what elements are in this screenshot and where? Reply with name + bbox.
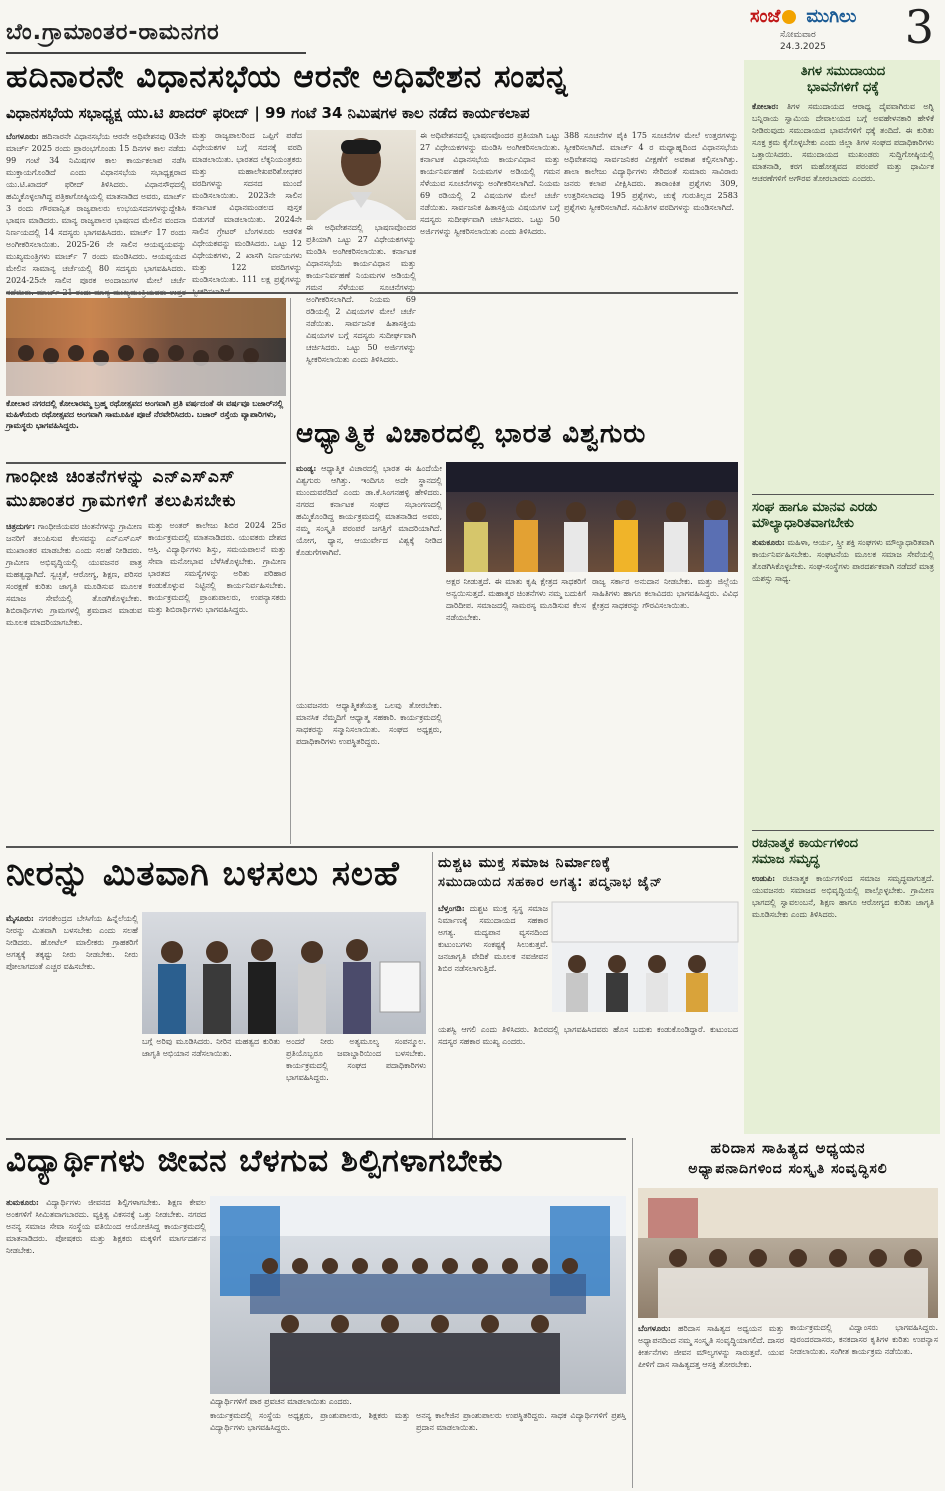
water-headline: ನೀರನ್ನು ಮಿತವಾಗಿ ಬಳಸಲು ಸಲಹೆ xyxy=(6,854,400,894)
crowd-image xyxy=(6,298,286,396)
sidebar-dateline3: ಉಡುಪಿ: xyxy=(752,873,776,883)
sidebar-text1 xyxy=(752,100,934,490)
lead-dateline: ಬೆಂಗಳೂರು: xyxy=(6,131,39,141)
haridasa-col1 xyxy=(638,1322,784,1486)
newspaper-logo xyxy=(750,6,856,27)
sidebar-title2-line1: ಸಂಘ ಹಾಗೂ ಮಾನವ ಎರಡು xyxy=(752,500,878,515)
haridasa-col1-text: ಹರಿದಾಸ ಸಾಹಿತ್ಯದ ಅಧ್ಯಯನ ಮತ್ತು ಅಧ್ಯಾಪನದಿಂದ ನಮ್ಮ ಸಂಸ್ಕೃತಿ ಸಂವೃದ್ಧಿಯಾಗಲಿದೆ. ದಾಸರ ಕೀರ್ತನೆಗಳು ಜೀವನ ಮೌಲ್ಯಗಳನ್ನು ಸಾರುತ್ತವೆ. ಯುವ ಪೀಳಿಗೆ ದಾಸ ಸಾಹಿತ್ಯದತ್ತ ಆಸಕ್ತಿ ತೋರಬೇಕು. xyxy=(638,1324,784,1369)
sidebar-text3 xyxy=(752,872,934,1128)
jain-headline-1: ದುಶ್ಚಟ ಮುಕ್ತ ಸಮಾಜ ನಿರ್ಮಾಣಕ್ಕೆ xyxy=(438,855,612,871)
brand-part2: ಮುಗಿಲು xyxy=(806,6,857,27)
column-rule xyxy=(432,852,433,1138)
page-number: 3 xyxy=(904,0,934,54)
award-ceremony-image xyxy=(446,462,738,572)
water-photo xyxy=(142,912,426,1034)
divider xyxy=(6,292,738,294)
water-col1 xyxy=(6,912,138,1134)
divider xyxy=(6,846,738,848)
jain-photo xyxy=(552,902,738,1012)
students-col1-text: ವಿದ್ಯಾರ್ಥಿಗಳು ಜೀವನದ ಶಿಲ್ಪಿಗಳಾಗಬೇಕು. ಶಿಕ್ಷಣ ಕೇವಲ ಅಂಕಗಳಿಗೆ ಸೀಮಿತವಾಗಬಾರದು. ವ್ಯಕ್ತಿತ್ವ ವಿಕಸನಕ್ಕೆ ಒತ್ತು ನೀಡಬೇಕು. ನಗರದ ಅನನ್ಯ ಸಮಾಜ ಸೇವಾ ಸಂಸ್ಥೆಯ ವತಿಯಿಂದ ಆಯೋಜಿಸಿದ್ದ ಕಾರ್ಯಕ್ರಮದಲ್ಲಿ ಮಾತನಾಡಿದರು. ಪೋಷಕರು ಮತ್ತು ಶಿಕ್ಷಕರು ಮಕ್ಕಳಿಗೆ ಮಾರ್ಗದರ್ಶನ ನೀಡಬೇಕು. xyxy=(6,1198,206,1255)
gandhi-col1-text: ಗಾಂಧೀಜಿಯವರ ಚಿಂತನೆಗಳನ್ನು ಗ್ರಾಮೀಣ ಜನರಿಗೆ ತಲುಪಿಸುವ ಕೆಲಸವನ್ನು ಎನ್‌ಎಸ್‌ಎಸ್ ಮುಖಾಂತರ ಮಾಡಬೇಕು ಎಂದು ಸಲಹೆ ನೀಡಿದರು. ಗ್ರಾಮೀಣ ಅಭಿವೃದ್ಧಿಯಲ್ಲಿ ಯುವಜನರ ಪಾತ್ರ ಮಹತ್ವದ್ದಾಗಿದೆ. ಸ್ವಚ್ಛತೆ, ಆರೋಗ್ಯ, ಶಿಕ್ಷಣ, ಪರಿಸರ ಸಂರಕ್ಷಣೆ ಕುರಿತು ಜಾಗೃತಿ ಮೂಡಿಸುವ ಮೂಲಕ ಸಮಾಜ ಸೇವೆಯಲ್ಲಿ ತೊಡಗಿಕೊಳ್ಳಬೇಕು. ಶಿಬಿರಾರ್ಥಿಗಳು ಗ್ರಾಮಗಳಲ್ಲಿ ಶ್ರಮದಾನ ಮಾಡುವ ಮೂಲಕ ಮಾದರಿಯಾಗಬೇಕು. xyxy=(6,522,143,627)
lead-col4: 388 ಸೂಚನೆಗಳ ಪೈಕಿ 175 ಸೂಚನೆಗಳ ಮೇಲೆ ಉತ್ತರಗಳನ್ನು ಸ್ವೀಕರಿಸಲಾಗಿದೆ. ಮಾರ್ಚ್ 4 ರ ಮಧ್ಯಾಹ್ನದಿಂದ ವಿಧಾನಸಭೆಯ ಅಧಿವೇಶನವು ಸಾರ್ವಜನಿಕರ ವೀಕ್ಷಣೆಗೆ ಅವಕಾಶ ಕಲ್ಪಿಸಲಾಗಿತ್ತು. ಶಾಲಾ ಕಾಲೇಜು ವಿದ್ಯಾರ್ಥಿಗಳು ಸೇರಿದಂತೆ ಸುಮಾರು ಸಾವಿರಾರು ಜನರು ಕಲಾಪ ವೀಕ್ಷಿಸಿದರು. ತಾರಾಂಕಿತ ಪ್ರಶ್ನೆಗಳು 309, ಉತ್ತರಿಸಲಾದವು 195 ಪ್ರಶ್ನೆಗಳು, ಚುಕ್ಕೆ ಗುರುತಿಲ್ಲದ 2583 ಪ್ರಶ್ನೆಗಳು ಸ್ವೀಕರಿಸಲಾಗಿದೆ. ಸಮಿತಿಗಳ ವರದಿಗಳನ್ನು ಮಂಡಿಸಲಾಗಿದೆ. xyxy=(564,131,738,212)
haridasa-headline-2: ಅಧ್ಯಾಪನಾದಿಗಳಿಂದ ಸಂಸ್ಕೃತಿ ಸಂವೃದ್ಧಿಸಲಿ xyxy=(688,1161,888,1177)
lead-col3: ಈ ಅಧಿವೇಶನದಲ್ಲಿ ಭಾಷಣವೊಂದರ ಪ್ರತಿಯಾಗಿ ಒಟ್ಟು 27 ವಿಧೇಯಕಗಳನ್ನು ಮಂಡಿಸಿ ಅಂಗೀಕರಿಸಲಾಯಿತು. ಕರ್ನಾಟಕ ವಿಧಾನಸಭೆಯ ಕಾರ್ಯವಿಧಾನ ಮತ್ತು ಕಾರ್ಯನಿರ್ವಹಣೆ ನಿಯಮಗಳ ಅಡಿಯಲ್ಲಿ ಗಮನ ಸೆಳೆಯುವ ಸೂಚನೆಗಳನ್ನು ಅಂಗೀಕರಿಸಲಾಗಿದೆ. ನಿಯಮ 69 ರಡಿಯಲ್ಲಿ 2 ವಿಷಯಗಳ ಮೇಲೆ ಚರ್ಚೆ ನಡೆಯಿತು. ಸಾರ್ವಜನಿಕ ಹಿತಾಸಕ್ತಿಯ ವಿಷಯಗಳ ಬಗ್ಗೆ ಸದಸ್ಯರು ಸುದೀರ್ಘವಾಗಿ ಚರ್ಚಿಸಿದರು. ಒಟ್ಟು 50 ಅರ್ಜಿಗಳನ್ನು ಸ್ವೀಕರಿಸಲಾಯಿತು ಎಂದು ತಿಳಿಸಿದರು. xyxy=(420,131,560,236)
jain-col2: ಯಶಸ್ವಿ ಆಗಲಿ ಎಂದು ತಿಳಿಸಿದರು. ಶಿಬಿರದಲ್ಲಿ ಭಾಗವಹಿಸಿದವರು ಹೊಸ ಬದುಕು ಕಂಡುಕೊಂಡಿದ್ದಾರೆ. ಕುಟುಂಬದ ಸದಸ್ಯರ ಸಹಕಾರ ಮುಖ್ಯ ಎಂದರು. xyxy=(438,1025,738,1046)
sun-icon xyxy=(782,10,796,24)
gandhi-dateline: ಚಿತ್ರದುರ್ಗ: xyxy=(6,521,36,531)
group-photo-image xyxy=(210,1196,626,1394)
water-col3: ಅಂದರೆ ನೀರು ಅತ್ಯಮೂಲ್ಯ ಸಂಪನ್ಮೂಲ. ಪ್ರತಿಯೊಬ್ಬರೂ ಜವಾಬ್ದಾರಿಯಿಂದ ಬಳಸಬೇಕು. ಕಾರ್ಯಕ್ರಮದಲ್ಲಿ ಸಂಘದ ಪದಾಧಿಕಾರಿಗಳು ಭಾಗವಹಿಸಿದ್ದರು. xyxy=(286,1037,426,1082)
jain-col1 xyxy=(438,902,548,1022)
spiritual-headline: ಆಧ್ಯಾತ್ಮಿಕ ವಿಚಾರದಲ್ಲಿ ಭಾರತ ವಿಶ್ವಗುರು xyxy=(296,419,647,449)
divider xyxy=(6,1138,626,1140)
sidebar-text2-body: ಮಹಿಳಾ, ಆರ್ಯ, ಸ್ತ್ರೀ ಶಕ್ತಿ ಸಂಘಗಳು ಮೌಲ್ಯಾಧಾರಿತವಾಗಿ ಕಾರ್ಯನಿರ್ವಹಿಸಬೇಕು. ಸಂಘಟನೆಯ ಮೂಲಕ ಸಮಾಜ ಸೇವೆಯಲ್ಲಿ ತೊಡಗಿಸಿಕೊಳ್ಳಬೇಕು. ಸಂಘ-ಸಂಸ್ಥೆಗಳು ಪಾರದರ್ಶಕವಾಗಿ ನಡೆದರೆ ಮಾತ್ರ ಯಶಸ್ಸು ಸಾಧ್ಯ. xyxy=(752,538,934,583)
students-photo xyxy=(210,1196,626,1394)
students-col2: ಕಾರ್ಯಕ್ರಮದಲ್ಲಿ ಸಂಸ್ಥೆಯ ಅಧ್ಯಕ್ಷರು, ಪ್ರಾಂಶುಪಾಲರು, ಶಿಕ್ಷಕರು ಮತ್ತು ವಿದ್ಯಾರ್ಥಿಗಳು ಭಾಗವಹಿಸಿದ್ದರು. xyxy=(210,1411,410,1432)
sidebar-text3-body: ರಚನಾತ್ಮಕ ಕಾರ್ಯಗಳಿಂದ ಸಮಾಜ ಸಮೃದ್ಧವಾಗುತ್ತದೆ. ಯುವಜನರು ಸಮಾಜದ ಅಭಿವೃದ್ಧಿಯಲ್ಲಿ ಪಾಲ್ಗೊಳ್ಳಬೇಕು. ಗ್ರಾಮೀಣ ಭಾಗದಲ್ಲಿ ಸ್ವಾವಲಂಬನೆ, ಶಿಕ್ಷಣ ಹಾಗೂ ಆರೋಗ್ಯದ ಕುರಿತು ಜಾಗೃತಿ ಮೂಡಿಸಬೇಕು ಎಂದು ತಿಳಿಸಿದರು. xyxy=(752,874,934,919)
gandhi-headline-2: ಮುಖಾಂತರ ಗ್ರಾಮಗಳಿಗೆ ತಲುಪಿಸಬೇಕು xyxy=(6,491,237,511)
divider xyxy=(752,494,934,495)
spiritual-col3: ಅಕ್ಷರ ನೀಡುತ್ತದೆ. ಈ ಮಾತು ಕೃಷಿ ಕ್ಷೇತ್ರದ ಸಾಧಕರಿಗೆ ಅನ್ವಯಿಸುತ್ತದೆ. ಮಹಾತ್ಮರ ಚಿಂತನೆಗಳು ನಮ್ಮ ಬದುಕಿಗೆ ದಾರಿದೀಪ. ಸಮಾಜದಲ್ಲಿ ಸಾಮರಸ್ಯ ಮೂಡಿಸುವ ಕೆಲಸ ನಡೆಯಬೇಕು. xyxy=(446,577,586,622)
sidebar-text2 xyxy=(752,536,934,826)
haridasa-headline-1: ಹರಿದಾಸ ಸಾಹಿತ್ಯದ ಅಧ್ಯಯನ xyxy=(710,1139,866,1157)
divider xyxy=(752,830,934,831)
jain-col1-text: ದುಶ್ಚಟ ಮುಕ್ತ ಸ್ವಸ್ಥ ಸಮಾಜ ನಿರ್ಮಾಣಕ್ಕೆ ಸಮುದಾಯದ ಸಹಕಾರ ಅಗತ್ಯ. ಮದ್ಯಪಾನ ವ್ಯಸನದಿಂದ ಕುಟುಂಬಗಳು ಸಂಕಷ್ಟಕ್ಕೆ ಸಿಲುಕುತ್ತವೆ. ಜನಜಾಗೃತಿ ವೇದಿಕೆ ಮೂಲಕ ನವಜೀವನ ಶಿಬಿರ ನಡೆಸಲಾಗುತ್ತಿದೆ. xyxy=(438,904,548,973)
students-dateline: ತುಮಕೂರು: xyxy=(6,1197,39,1207)
section-title: ಬೆಂ.ಗ್ರಾಮಾಂತರ-ರಾಮನಗರ xyxy=(6,20,306,54)
gandhi-headline-1: ಗಾಂಧೀಜಿ ಚಿಂತನೆಗಳನ್ನು ಎನ್‌ಎಸ್‌ಎಸ್ xyxy=(6,467,236,487)
lead-col2: ಮತ್ತು ರಾಜ್ಯಪಾಲರಿಂದ ಒಪ್ಪಿಗೆ ಪಡೆದ ವಿಧೇಯಕಗಳ ಬಗ್ಗೆ ಸದನಕ್ಕೆ ವರದಿ ಮಾಡಲಾಯಿತು. ಭಾರತದ ಲೆಕ್ಕನಿಯಂತ್ರಕರು ಮತ್ತು ಮಹಾಲೇಖಪರಿಶೋಧಕರ ವರದಿಗಳನ್ನು ಸದನದ ಮುಂದೆ ಮಂಡಿಸಲಾಯಿತು. 2023ನೇ ಸಾಲಿನ ಕರ್ನಾಟಕ ವಿಧಾನಮಂಡಲದ ಪುಸ್ತಕ ಬಿಡುಗಡೆ ಮಾಡಲಾಯಿತು. 2024ನೇ ಸಾಲಿನ ಗ್ರೇಟರ್ ಬೆಂಗಳೂರು ಆಡಳಿತ ವಿಧೇಯಕವನ್ನು ಮಂಡಿಸಿದರು. ಒಟ್ಟು 12 ವಿಧೇಯಕಗಳು, 2 ಖಾಸಗಿ ನಿರ್ಣಯಗಳು ಮತ್ತು 122 ವರದಿಗಳನ್ನು ಮಂಡಿಸಲಾಯಿತು. 111 ಲಕ್ಷ ಪ್ರಶ್ನೆಗಳನ್ನು xyxy=(192,131,302,284)
haridasa-photo xyxy=(638,1188,938,1318)
sidebar-title3-line2: ಸಮಾಜ ಸಮೃದ್ಧ xyxy=(752,852,820,867)
water-dateline: ಮೈಸೂರು: xyxy=(6,913,34,923)
brand-part1: ಸಂಜೆ xyxy=(750,6,781,27)
sidebar-title1-line2: ಭಾವನೆಗಳಿಗೆ ಧಕ್ಕೆ xyxy=(807,80,879,95)
column-rule xyxy=(290,298,291,844)
lead-col2b: ಈ ಅಧಿವೇಶನದಲ್ಲಿ ಭಾಷಣವೊಂದರ ಪ್ರತಿಯಾಗಿ ಒಟ್ಟು 27 ವಿಧೇಯಕಗಳನ್ನು ಮಂಡಿಸಿ ಅಂಗೀಕರಿಸಲಾಯಿತು. ಕರ್ನಾಟಕ ವಿಧಾನಸಭೆಯ ಕಾರ್ಯವಿಧಾನ ಮತ್ತು ಕಾರ್ಯನಿರ್ವಹಣೆ ನಿಯಮಗಳ ಅಡಿಯಲ್ಲಿ ಗಮನ ಸೆಳೆಯುವ ಸೂಚನೆಗಳನ್ನು ಅಂಗೀಕರಿಸಲಾಗಿದೆ. ನಿಯಮ 69 ರಡಿಯಲ್ಲಿ 2 ವಿಷಯಗಳ ಮೇಲೆ ಚರ್ಚೆ ನಡೆಯಿತು. ಸಾರ್ವಜನಿಕ ಹಿತಾಸಕ್ತಿಯ ವಿಷಯಗಳ ಬಗ್ಗೆ ಸದಸ್ಯರು ಸುದೀರ್ಘವಾಗಿ ಚರ್ಚಿಸಿದರು. ಒಟ್ಟು 50 ಅರ್ಜಿಗಳನ್ನು ಸ್ವೀಕರಿಸಲಾಯಿತು ಎಂದು ತಿಳಿಸಿದರು. xyxy=(306,223,416,364)
sidebar-dateline2: ತುಮಕೂರು: xyxy=(752,537,785,547)
haridasa-col2: ಕಾರ್ಯಕ್ರಮದಲ್ಲಿ ವಿದ್ವಾಂಸರು ಭಾಗವಹಿಸಿದ್ದರು. ಪುರಂದರದಾಸರು, ಕನಕದಾಸರ ಕೃತಿಗಳ ಕುರಿತು ಉಪನ್ಯಾಸ ನೀಡಲಾಯಿತು. ಸಂಗೀತ ಕಾರ್ಯಕ್ರಮ ನಡೆಯಿತು. xyxy=(790,1323,938,1356)
spiritual-dateline: ಮಂಡ್ಯ: xyxy=(296,463,317,473)
water-col2: ಬಗ್ಗೆ ಅರಿವು ಮೂಡಿಸಿದರು. ನೀರಿನ ಮಹತ್ವದ ಕುರಿತು ಜಾಗೃತಿ ಅಭಿಯಾನ ನಡೆಸಲಾಯಿತು. xyxy=(142,1037,280,1058)
lead-subhead: ವಿಧಾನಸಭೆಯ ಸಭಾಧ್ಯಕ್ಷ ಯು.ಟಿ ಖಾದರ್ ಫರೀದ್ | 99 ಗಂಟೆ 34 ನಿಮಿಷಗಳ ಕಾಲ ನಡೆದ ಕಾರ್ಯಕಲಾಪ xyxy=(6,104,530,122)
column-rule xyxy=(632,1138,633,1488)
award-photo xyxy=(446,462,738,572)
spiritual-col1-text: ಆಧ್ಯಾತ್ಮಿಕ ವಿಚಾರದಲ್ಲಿ ಭಾರತ ಈ ಹಿಂದೆಯೇ ವಿಶ್ವಗುರು ಆಗಿತ್ತು. ಇಂದಿಗೂ ಅದೇ ಸ್ಥಾನದಲ್ಲಿ ಮುಂದುವರೆದಿದೆ ಎಂದು ಡಾ.ಕೆ.ಸಿಂಗನಹಳ್ಳಿ ಹೇಳಿದರು. ನಗರದ ಕರ್ನಾಟಕ ಸಂಘದ ಸಭಾಂಗಣದಲ್ಲಿ ಹಮ್ಮಿಕೊಂಡಿದ್ದ ಕಾರ್ಯಕ್ರಮದಲ್ಲಿ ಮಾತನಾಡಿದ ಅವರು, ನಮ್ಮ ಸಂಸ್ಕೃತಿ ಪರಂಪರೆ ಜಗತ್ತಿಗೆ ಮಾದರಿಯಾಗಿದೆ. ಯೋಗ, ಧ್ಯಾನ, ಆಯುರ್ವೇದ ವಿಶ್ವಕ್ಕೆ ನೀಡಿದ ಕೊಡುಗೆಗಳಾಗಿವೆ. xyxy=(296,464,442,557)
sidebar-title3-line1: ರಚನಾತ್ಮಕ ಕಾರ್ಯಗಳಿಂದ xyxy=(752,836,858,851)
gandhi-col2: ಮತ್ತು ಅಂತರ್ ಕಾಲೇಜು ಶಿಬಿರ 2024 25ರ ಕಾರ್ಯಕ್ರಮದಲ್ಲಿ ಮಾತನಾಡಿದರು. ಯುವಕರು ದೇಶದ ಆಸ್ತಿ. ವಿದ್ಯಾರ್ಥಿಗಳು ಶಿಸ್ತು, ಸಮಯಪಾಲನೆ ಮತ್ತು ಸೇವಾ ಮನೋಭಾವ ಬೆಳೆಸಿಕೊಳ್ಳಬೇಕು. ಗ್ರಾಮೀಣ ಭಾರತದ ಸಮಸ್ಯೆಗಳನ್ನು ಅರಿತು ಪರಿಹಾರ ಕಂಡುಕೊಳ್ಳುವ ನಿಟ್ಟಿನಲ್ಲಿ ಕಾರ್ಯನಿರ್ವಹಿಸಬೇಕು. ಕಾರ್ಯಕ್ರಮದಲ್ಲಿ ಪ್ರಾಂಶುಪಾಲರು, ಉಪನ್ಯಾಸಕರು ಮತ್ತು ಶಿಬಿರಾರ್ಥಿಗಳು ಭಾಗವಹಿಸಿದ್ದರು. xyxy=(148,521,286,614)
lead-headline: ಹದಿನಾರನೇ ವಿಧಾನಸಭೆಯ ಆರನೇ ಅಧಿವೇಶನ ಸಂಪನ್ನ xyxy=(6,59,569,95)
sidebar-text1-body: ತಿಗಳ ಸಮುದಾಯದ ಆರಾಧ್ಯ ದೈವವಾಗಿರುವ ಅಗ್ನಿ ಬನ್ನಿರಾಯ ಸ್ವಾಮಿಯ ದೇವಾಲಯದ ಬಗ್ಗೆ ಅವಹೇಳನಕಾರಿ ಹೇಳಿಕೆ ನೀಡಿರುವುದು ಸಮುದಾಯದ ಭಾವನೆಗಳಿಗೆ ಧಕ್ಕೆ ತಂದಿದೆ. ಈ ಕುರಿತು ಸೂಕ್ತ ಕ್ರಮ ಕೈಗೊಳ್ಳಬೇಕು ಎಂದು ಜಿಲ್ಲಾ ತಿಗಳ ಸಂಘದ ಪದಾಧಿಕಾರಿಗಳು ಒತ್ತಾಯಿಸಿದರು. ಸಮುದಾಯದ ಮುಖಂಡರು ಸುದ್ದಿಗೋಷ್ಠಿಯಲ್ಲಿ ಮಾತನಾಡಿ, ಕರಗ ಮಹೋತ್ಸವದ ಪರಂಪರೆ ಮತ್ತು ಧಾರ್ಮಿಕ ಆಚರಣೆಗಳಿಗೆ ಅಗೌರವ ತೋರಬಾರದು ಎಂದರು. xyxy=(752,102,934,183)
gandhi-col1 xyxy=(6,520,142,840)
sidebar-title2-line2: ಮೌಲ್ಯಾಧಾರಿತವಾಗಬೇಕು xyxy=(752,516,854,531)
students-col3: ಅನನ್ಯ ಕಾಲೇಜಿನ ಪ್ರಾಂಶುಪಾಲರು ಉಪಸ್ಥಿತರಿದ್ದರು. ಸಾಧಕ ವಿದ್ಯಾರ್ಥಿಗಳಿಗೆ ಪ್ರಶಸ್ತಿ ಪ್ರದಾನ ಮಾಡಲಾಯಿತು. xyxy=(416,1411,626,1432)
spiritual-col2: ಯುವಜನರು ಆಧ್ಯಾತ್ಮಿಕತೆಯತ್ತ ಒಲವು ತೋರಬೇಕು. ಮಾನಸಿಕ ನೆಮ್ಮದಿಗೆ ಆಧ್ಯಾತ್ಮ ಸಹಕಾರಿ. ಕಾರ್ಯಕ್ರಮದಲ್ಲಿ ಸಾಧಕರನ್ನು ಸನ್ಮಾನಿಸಲಾಯಿತು. ಸಂಘದ ಅಧ್ಯಕ್ಷರು, ಪದಾಧಿಕಾರಿಗಳು ಉಪಸ್ಥಿತರಿದ್ದರು. xyxy=(296,701,442,746)
spiritual-col4: ರಾಜ್ಯ ಸರ್ಕಾರ ಅನುದಾನ ನೀಡಬೇಕು. ಮತ್ತು ಜಿಲ್ಲೆಯ ಸಾಹಿತಿಗಳು ಹಾಗೂ ಕಲಾವಿದರು ಭಾಗವಹಿಸಿದ್ದರು. ವಿವಿಧ ಕ್ಷೇತ್ರದ ಸಾಧಕರನ್ನು ಗೌರವಿಸಲಾಯಿತು. xyxy=(592,577,738,610)
jain-headline-2: ಸಮುದಾಯದ ಸಹಕಾರ ಅಗತ್ಯ: ಪದ್ಮನಾಭ ಜೈನ್ xyxy=(438,875,663,890)
lead-col1-text: ಹದಿನಾರನೇ ವಿಧಾನಸಭೆಯ ಆರನೇ ಅಧಿವೇಶನವು 03ನೇ ಮಾರ್ಚ್ 2025 ರಂದು ಪ್ರಾರಂಭಗೊಂಡು 15 ದಿನಗಳ ಕಾಲ ನಡೆದು 99 ಗಂಟೆ 34 ನಿಮಿಷಗಳ ಕಾಲ ಕಾರ್ಯಕಲಾಪ ನಡೆಸಿ ಮುಕ್ತಾಯಗೊಂಡಿದೆ ಎಂದು ವಿಧಾನಸಭೆಯ ಸಭಾಧ್ಯಕ್ಷರಾದ ಯು.ಟಿ.ಖಾದರ್ ಫರೀದ್ ತಿಳಿಸಿದರು. ವಿಧಾನಸೌಧದಲ್ಲಿ ಹಮ್ಮಿಕೊಳ್ಳಲಾಗಿದ್ದ ಪತ್ರಿಕಾಗೋಷ್ಠಿಯಲ್ಲಿ ಮಾತನಾಡಿದ ಅವರು, ಮಾರ್ಚ್ 3 ರಂದು ಗೌರವಾನ್ವಿತ ರಾಜ್ಯಪಾಲರು ಉಭಯಸದನಗಳನ್ನುದ್ದೇಶಿಸಿ ಭಾಷಣ ಮಾಡಿದರು. ಮಾನ್ಯ ರಾಜ್ಯಪಾಲರ ಭಾಷಣದ ಮೇಲಿನ ವಂದನಾ ನಿರ್ಣಯದಲ್ಲಿ 14 ಸದಸ್ಯರು ಭಾಗವಹಿಸಿದರು. ಮಾರ್ಚ್ 17 ರಂದು ಅಂಗೀಕರಿಸಲಾಯಿತು. 2025-26 ನೇ ಸಾಲಿನ ಆಯವ್ಯಯವನ್ನು ಮುಖ್ಯಮಂತ್ರಿಗಳು ಮಾರ್ಚ್ 7 ರಂದು ಮಂಡಿಸಿದರು. ಆಯವ್ಯಯದ ಮೇಲಿನ ಸಾಮಾನ್ಯ ಚರ್ಚೆಯಲ್ಲಿ 80 ಸದಸ್ಯರು ಭಾಗವಹಿಸಿದರು. 2024-25ನೇ ಸಾಲಿನ ಪೂರಕ ಅಂದಾಜುಗಳ ಮೇಲೆ ಚರ್ಚೆ xyxy=(6,132,186,285)
jain-dateline: ಬೆಳ್ತಂಗಡಿ: xyxy=(438,903,465,913)
students-headline: ವಿದ್ಯಾರ್ಥಿಗಳು ಜೀವನ ಬೆಳಗುವ ಶಿಲ್ಪಿಗಳಾಗಬೇಕು xyxy=(6,1143,504,1179)
festival-photo xyxy=(6,298,286,396)
speaker-portrait-icon xyxy=(306,130,416,220)
speaker-photo xyxy=(306,130,416,220)
students-col1 xyxy=(6,1196,206,1486)
students-caption: ವಿದ್ಯಾರ್ಥಿಗಳಿಗೆ ಪಾಠ ಪ್ರವಚನ ಮಾಡಲಾಯಿತು ಎಂದರು. xyxy=(210,1397,352,1406)
water-col1-text: ನಗರಕೇಂದ್ರದ ಬೇಸಿಗೆಯ ಹಿನ್ನೆಲೆಯಲ್ಲಿ ನೀರನ್ನು ಮಿತವಾಗಿ ಬಳಸಬೇಕು ಎಂದು ಸಲಹೆ ನೀಡಿದರು. ಹೋಟೆಲ್ ಮಾಲೀಕರು ಗ್ರಾಹಕರಿಗೆ ಅಗತ್ಯಕ್ಕೆ ತಕ್ಕಷ್ಟು ನೀರು ನೀಡಬೇಕು. ನೀರು ಪೋಲಾಗದಂತೆ ಎಚ್ಚರ ವಹಿಸಬೇಕು. xyxy=(6,914,138,971)
issue-day: ಸೋಮವಾರ xyxy=(780,30,816,40)
lead-col1 xyxy=(6,130,186,290)
masthead xyxy=(740,0,940,56)
sidebar-title1-line1: ತಿಗಳ ಸಮುದಾಯದ xyxy=(800,64,886,79)
seminar-image xyxy=(552,902,738,1012)
festival-caption: ಕೋಲಾರ ನಗರದಲ್ಲಿ ಕೋಲಾರಮ್ಮ ಬ್ರಹ್ಮ ರಥೋತ್ಸವದ ಅಂಗವಾಗಿ ಪ್ರತಿ ವರ್ಷದಂತೆ ಈ ವರ್ಷವೂ ಬಜಾರ್‌ನಲ್ಲಿ ಮಹಿಳೆಯರು ರಥೋತ್ಸವದ ಅಂಗವಾಗಿ ಸಾಮೂಹಿಕ ಪೂಜೆ ನೆರವೇರಿಸಿದರು. ಬಜಾರ್ ರಸ್ತೆಯ ವ್ಯಾಪಾರಿಗಳು, ಗ್ರಾಮಸ್ಥರು ಭಾಗವಹಿಸಿದ್ದರು. xyxy=(6,399,284,430)
haridasa-dateline: ಬೆಂಗಳೂರು: xyxy=(638,1323,671,1333)
sidebar-dateline1: ಕೋಲಾರ: xyxy=(752,101,779,111)
divider xyxy=(6,462,286,464)
water-event-image xyxy=(142,912,426,1034)
haridasa-event-image xyxy=(638,1188,938,1318)
issue-date: 24.3.2025 xyxy=(780,42,826,52)
